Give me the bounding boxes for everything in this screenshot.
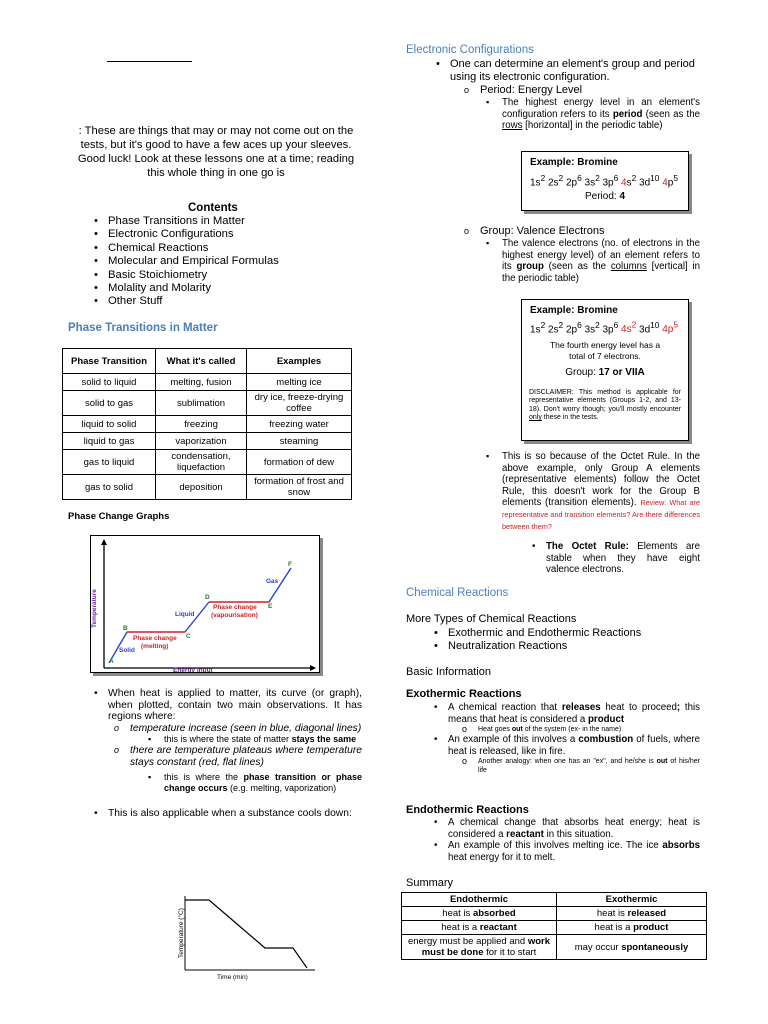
contents-item: • Electronic Configurations [90, 228, 350, 241]
table-cell: gas to liquid [63, 450, 156, 475]
name-blank-line [107, 61, 192, 62]
table-cell: melting ice [247, 374, 352, 391]
table-cell: vaporization [156, 433, 247, 450]
table-cell: liquid to gas [63, 433, 156, 450]
example-box-group [521, 299, 689, 441]
temp-plateau-item: o there are temperature plateaus where temperature stays constant (red, flat lines) [112, 745, 362, 768]
exo-title: Exothermic Reactions [406, 688, 522, 700]
table-cell: liquid to solid [63, 416, 156, 433]
label-melt1: Phase change [133, 635, 177, 642]
graph2-ylabel: Temperature (°C) [178, 908, 185, 958]
col-header: Endothermic [402, 893, 557, 907]
more-types-title: More Types of Chemical Reactions [406, 613, 577, 625]
contents-item: • Other Stuff [90, 295, 350, 308]
ec-heading: Electronic Configurations [406, 44, 534, 56]
reaction-type-item: • Neutralization Reactions [430, 640, 641, 653]
group-text: ▪ The valence electrons (no. of electrons in the highest energy level) of an element refers to its group (seen as the columns [vertical] in the periodic table) [484, 238, 700, 284]
table-cell: heat is a product [557, 921, 707, 935]
ec-intro: • One can determine an element's group and period using its electronic configuration. [432, 58, 708, 84]
reaction-type-item: • Exothermic and Endothermic Reactions [430, 627, 641, 640]
reaction-types-list [430, 627, 641, 653]
table-row [63, 416, 352, 433]
col-header: What it's called [156, 349, 247, 374]
table-cell: melting, fusion [156, 374, 247, 391]
cr-heading: Chemical Reactions [406, 587, 509, 599]
table-cell: heat is released [557, 907, 707, 921]
exo-bullet-1: • A chemical reaction that releases heat to proceed; this means that heat is considered a product [430, 702, 700, 725]
cools-down-bullet: • This is also applicable when a substance cools down: [90, 808, 362, 820]
point-e: E [268, 603, 273, 610]
table-cell: formation of dew [247, 450, 352, 475]
ex1-title: Example: Bromine [530, 157, 618, 168]
period-title: o Period: Energy Level [462, 84, 708, 97]
phase-table [62, 348, 352, 500]
contents-item: • Molecular and Empirical Formulas [90, 255, 350, 268]
ex2-group: Group: 17 or VIIA [565, 367, 645, 378]
ex1-config: $1s^2$ $2s^2$ $2p^6$ $3s^2$ $3p^6$ $4s^2$ $3d^{10}$ $4p^5$ [530, 173, 678, 189]
summary-table [401, 892, 707, 960]
table-row [63, 391, 352, 416]
heating-curve-graph [90, 535, 320, 673]
table-cell: gas to solid [63, 475, 156, 500]
table-cell: may occur spontaneously [557, 935, 707, 960]
table-cell: energy must be applied and work must be done for it to start [402, 935, 557, 960]
endo-bullet-2: • An example of this involves melting ice. The ice absorbs heat energy for it to melt. [430, 840, 700, 863]
label-melt2: (melting) [141, 643, 169, 650]
temp-increase-item: o temperature increase (seen in blue, diagonal lines) [112, 723, 362, 735]
period-text: ▪ The highest energy level in an element's configuration refers to its period (seen as the rows [horizontal] in the periodic table) [484, 97, 700, 132]
table-cell: condensation, liquefaction [156, 450, 247, 475]
table-row [63, 450, 352, 475]
octet-rule: • The Octet Rule: Elements are stable when they have eight valence electrons. [528, 541, 700, 576]
endo-title: Endothermic Reactions [406, 804, 529, 816]
graphs-heading: Phase Change Graphs [68, 511, 170, 522]
cooling-curve-graph [165, 890, 325, 982]
contents-item: • Molality and Molarity [90, 282, 350, 295]
ex1-period: Period: 4 [584, 191, 626, 202]
graph1-xlabel: Energy Input [173, 667, 213, 672]
octet-text: ▪ This is so because of the Octet Rule. In the above example, only Group A elements (representative elements) follow the Octet Rule, this doesn't work for the Group B elements (transition elements). Review: What are representative and transition elements? Are there differences between them? [484, 451, 700, 532]
example-box-period [521, 151, 689, 211]
point-c: C [186, 633, 191, 640]
contents-title: Contents [188, 202, 238, 214]
phase-change-item: ▪ this is where the phase transition or phase change occurs (e.g. melting, vaporization) [146, 772, 362, 794]
basic-info-title: Basic Information [406, 666, 491, 678]
table-cell: heat is a reactant [402, 921, 557, 935]
label-liquid: Liquid [175, 611, 195, 618]
ex2-disclaimer: DISCLAIMER: This method is applicable for representative elements (Groups 1-2, and 13-18). Don't worry though; you'll mostly encounter only these in the tests. [529, 389, 681, 422]
contents-item: • Chemical Reactions [90, 242, 350, 255]
table-row [402, 921, 707, 935]
point-b: B [123, 625, 128, 632]
label-solid: Solid [119, 647, 135, 654]
label-vap2: (vapourisation) [211, 612, 258, 619]
table-row [402, 935, 707, 960]
heat-applied-bullet: • When heat is applied to matter, its curve (or graph), when plotted, contain two main observations. It has regions where: [90, 688, 362, 723]
intro-text: : These are things that may or may not come out on the tests, but it's good to have a few aces up your sleeves. Good luck! Look at these lessons one at a time; reading this whole thing in one go is [77, 125, 355, 179]
contents-list [90, 215, 350, 309]
state-same-item: ▪ this is where the state of matter stays the same [146, 734, 362, 745]
exo-bullet-2: • An example of this involves a combustion of fuels, where heat is released, like in fire. [430, 734, 700, 757]
label-gas: Gas [266, 578, 279, 585]
summary-header-row [402, 893, 707, 907]
table-row [63, 374, 352, 391]
phase-heading: Phase Transitions in Matter [68, 322, 218, 334]
table-cell: sublimation [156, 391, 247, 416]
table-cell: solid to liquid [63, 374, 156, 391]
endo-bullet-1: • A chemical change that absorbs heat energy; heat is considered a reactant in this situation. [430, 817, 700, 840]
ex2-note: The fourth energy level has a total of 7 electrons. [549, 340, 661, 361]
label-vap1: Phase change [213, 604, 257, 611]
table-cell: formation of frost and snow [247, 475, 352, 500]
table-cell: dry ice, freeze-drying coffee [247, 391, 352, 416]
contents-item: • Basic Stoichiometry [90, 269, 350, 282]
table-cell: solid to gas [63, 391, 156, 416]
col-header: Examples [247, 349, 352, 374]
group-title: o Group: Valence Electrons [462, 225, 605, 238]
table-cell: freezing water [247, 416, 352, 433]
summary-title: Summary [406, 877, 454, 889]
graph1-ylabel: Temperature [91, 589, 98, 628]
ex2-title: Example: Bromine [530, 305, 618, 316]
col-header: Exothermic [557, 893, 707, 907]
table-row [63, 433, 352, 450]
table-header-row [63, 349, 352, 374]
table-row [402, 907, 707, 921]
ex2-config: $1s^2$ $2s^2$ $2p^6$ $3s^2$ $3p^6$ $4s^2$ $3d^{10}$ $4p^5$ [530, 320, 678, 336]
point-a: A [109, 658, 114, 665]
exo-sub-1: o Heat goes out of the system (ex- in the name) [460, 725, 700, 734]
table-cell: freezing [156, 416, 247, 433]
table-cell: heat is absorbed [402, 907, 557, 921]
cooling-line [185, 900, 307, 968]
heating-curve-svg [91, 536, 319, 672]
table-cell: deposition [156, 475, 247, 500]
point-f: F [288, 561, 292, 568]
contents-item: • Phase Transitions in Matter [90, 215, 350, 228]
point-d: D [205, 594, 210, 601]
exo-sub-2: o Another analogy: when one has an "ex", and he/she is out of his/her life [460, 757, 700, 775]
segment-gas [269, 568, 291, 602]
col-header: Phase Transition [63, 349, 156, 374]
table-row [63, 475, 352, 500]
graph2-xlabel: Time (min) [217, 974, 248, 981]
table-cell: steaming [247, 433, 352, 450]
